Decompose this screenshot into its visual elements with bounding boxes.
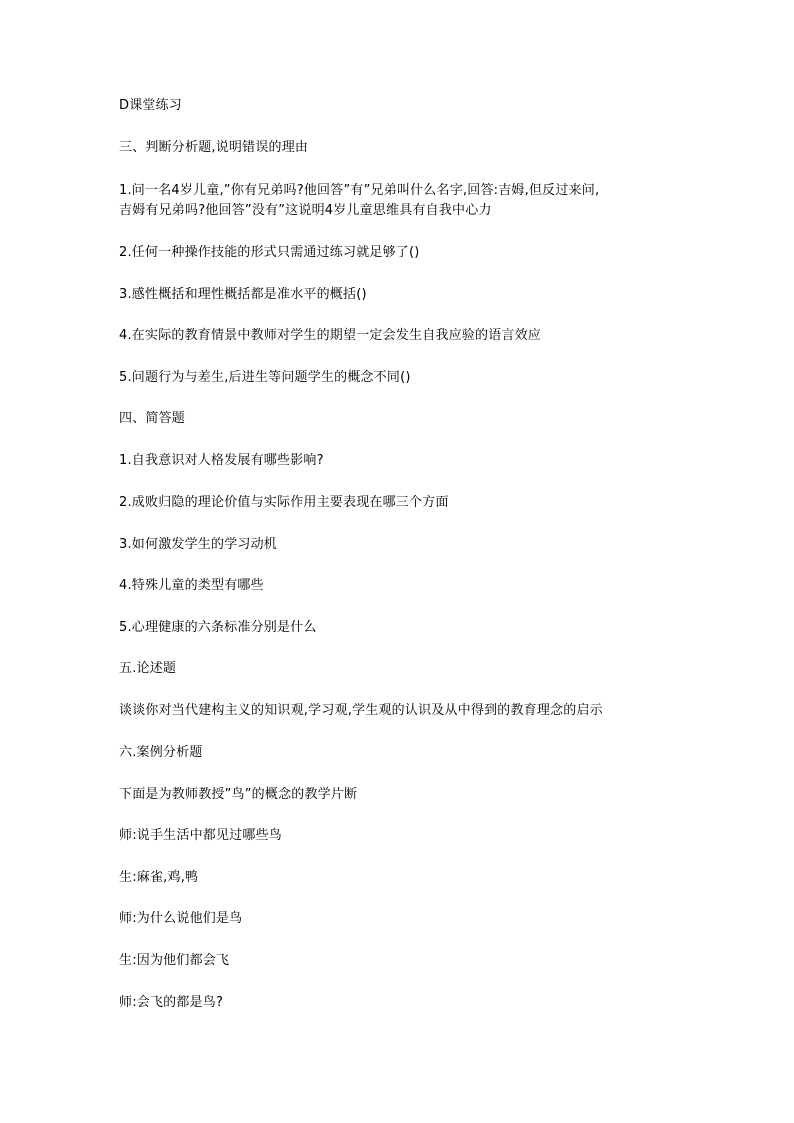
question-4-4: 4.特殊儿童的类型有哪些: [119, 578, 264, 593]
dialogue-line: 生:麻雀,鸡,鸭: [119, 870, 199, 885]
section-heading-5: 五.论述题: [119, 661, 177, 676]
question-4-2: 2.成败归隐的理论价值与实际作用主要表现在哪三个方面: [119, 495, 449, 510]
dialogue-line: 师:会飞的都是鸟?: [119, 995, 224, 1010]
section-heading-4: 四、简答题: [119, 411, 186, 426]
dialogue-line: 师:说手生活中都见过哪些鸟: [119, 828, 282, 843]
question-3-2: 2.任何一种操作技能的形式只需通过练习就足够了(): [119, 245, 420, 260]
question-4-3: 3.如何激发学生的学习动机: [119, 537, 278, 552]
question-3-3: 3.感性概括和理性概括都是准水平的概括(): [119, 287, 367, 302]
case-intro: 下面是为教师教授”鸟”的概念的教学片断: [119, 787, 358, 802]
question-3-5: 5.问题行为与差生,后进生等问题学生的概念不同(): [119, 370, 411, 385]
question-4-5: 5.心理健康的六条标准分别是什么: [119, 620, 317, 635]
question-4-1: 1.自我意识对人格发展有哪些影响?: [119, 453, 324, 468]
dialogue-line: 生:因为他们都会飞: [119, 953, 230, 968]
section-heading-6: 六.案例分析题: [119, 745, 203, 760]
question-3-4: 4.在实际的教育情景中教师对学生的期望一定会发生自我应验的语言效应: [119, 328, 542, 343]
practice-label: D课堂练习: [119, 98, 183, 113]
essay-question: 谈谈你对当代建构主义的知识观,学习观,学生观的认识及从中得到的教育理念的启示: [119, 703, 603, 718]
section-heading-3: 三、判断分析题,说明错误的理由: [119, 140, 309, 155]
dialogue-line: 师:为什么说他们是鸟: [119, 911, 243, 926]
question-3-1-line-1: 1.问一名4岁儿童,”你有兄弟吗?他回答”有”兄弟叫什么名字,回答:吉姆,但反过来问,: [119, 183, 600, 198]
question-3-1-line-2: 吉姆有兄弟吗?他回答”没有”这说明4岁儿童思维具有自我中心力: [119, 203, 492, 218]
